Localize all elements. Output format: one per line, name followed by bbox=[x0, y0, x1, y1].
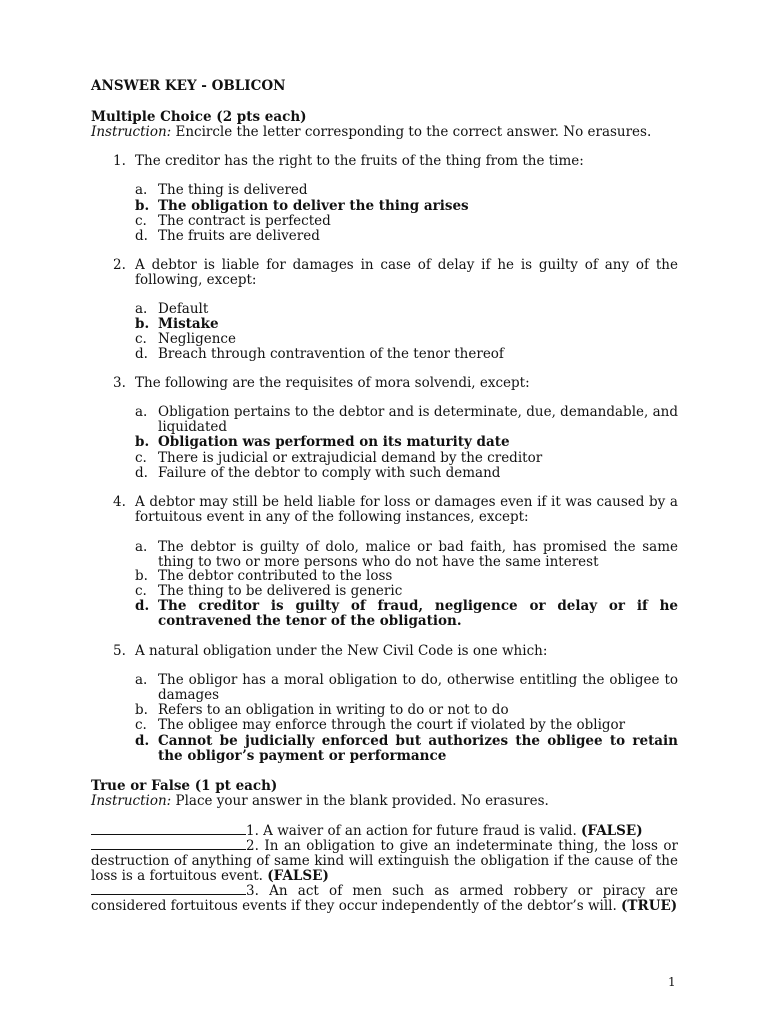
option-letter: b. bbox=[135, 434, 150, 450]
tf-item-3 bbox=[91, 883, 678, 914]
option-letter: a. bbox=[135, 539, 148, 555]
option-letter: c. bbox=[135, 331, 147, 347]
option-text: Obligation was performed on its maturity date bbox=[158, 434, 510, 450]
option-text: The creditor is guilty of fraud, negligence or delay or if he contravened the tenor of the obligation. bbox=[158, 598, 678, 629]
option-letter: c. bbox=[135, 213, 147, 229]
tf-item-text: 2. In an obligation to give an indeterminate thing, the loss or destruction of anything of same kind will extinguish the obligation if the cause of the loss is a fortuitous event. bbox=[91, 838, 678, 884]
tf-item-1 bbox=[91, 823, 678, 839]
option-letter: d. bbox=[135, 598, 150, 614]
tf-item-text: 3. An act of men such as armed robbery or piracy are considered fortuitous events if they occur independently of the debtor’s will. bbox=[91, 883, 678, 914]
option-letter: c. bbox=[135, 583, 147, 599]
option-text: The thing to be delivered is generic bbox=[158, 583, 403, 599]
option-letter: d. bbox=[135, 346, 148, 362]
tf-instruction-label: Instruction: bbox=[91, 793, 172, 809]
tf-item-text: 1. A waiver of an action for future fraud is valid. bbox=[246, 823, 582, 839]
question-text: The creditor has the right to the fruits of the thing from the time: bbox=[135, 153, 584, 169]
option-letter: b. bbox=[135, 198, 150, 214]
question-text: A debtor may still be held liable for loss or damages even if it was caused by a fortuitous event in any of the following instances, except: bbox=[135, 494, 678, 525]
option-text: The fruits are delivered bbox=[158, 228, 320, 244]
option-letter: b. bbox=[135, 568, 148, 584]
option-text: There is judicial or extrajudicial demand by the creditor bbox=[158, 450, 543, 466]
option-text: The debtor is guilty of dolo, malice or bad faith, has promised the same thing to two or more persons who do not have the same interest bbox=[158, 539, 678, 570]
option-letter: a. bbox=[135, 301, 148, 317]
question-number: 1. bbox=[113, 153, 126, 169]
option-text: The obligee may enforce through the court if violated by the obligor bbox=[158, 717, 626, 733]
option-text: Breach through contravention of the tenor thereof bbox=[158, 346, 504, 362]
option-text: Cannot be judicially enforced but authorizes the obligee to retain the obligor’s payment or performance bbox=[158, 733, 678, 764]
option-text: The obligation to deliver the thing arises bbox=[158, 198, 469, 214]
tf-answer: (FALSE) bbox=[267, 868, 329, 884]
question-text: A natural obligation under the New Civil Code is one which: bbox=[135, 643, 548, 659]
question-number: 3. bbox=[113, 375, 126, 391]
question-text: The following are the requisites of mora solvendi, except: bbox=[135, 375, 530, 391]
answer-blank[interactable] bbox=[91, 823, 246, 835]
option-letter: b. bbox=[135, 702, 148, 718]
option-text: Default bbox=[158, 301, 209, 317]
option-text: Obligation pertains to the debtor and is determinate, due, demandable, and liquidated bbox=[158, 404, 678, 435]
tf-answer: (TRUE) bbox=[621, 898, 678, 914]
option-letter: d. bbox=[135, 228, 148, 244]
page-title: ANSWER KEY - OBLICON bbox=[91, 78, 286, 94]
option-letter: d. bbox=[135, 465, 148, 481]
option-letter: a. bbox=[135, 672, 148, 688]
mc-instruction-text: Encircle the letter corresponding to the correct answer. No erasures. bbox=[171, 124, 652, 140]
tf-item-2 bbox=[91, 838, 678, 884]
option-letter: c. bbox=[135, 717, 147, 733]
option-letter: c. bbox=[135, 450, 147, 466]
option-letter: a. bbox=[135, 404, 148, 420]
option-text: The thing is delivered bbox=[158, 182, 308, 198]
question-number: 5. bbox=[113, 643, 126, 659]
option-letter: d. bbox=[135, 733, 150, 749]
answer-blank[interactable] bbox=[91, 883, 246, 895]
option-letter: a. bbox=[135, 182, 148, 198]
tf-instruction-text: Place your answer in the blank provided. No erasures. bbox=[171, 793, 549, 809]
tf-answer: (FALSE) bbox=[581, 823, 643, 839]
mc-instruction-label: Instruction: bbox=[91, 124, 172, 140]
option-text: The obligor has a moral obligation to do, otherwise entitling the obligee to damages bbox=[158, 672, 678, 703]
option-text: Negligence bbox=[158, 331, 236, 347]
option-text: Mistake bbox=[158, 316, 219, 332]
option-letter: b. bbox=[135, 316, 150, 332]
mc-instruction bbox=[91, 125, 678, 140]
page-number: 1 bbox=[668, 975, 676, 989]
answer-blank[interactable] bbox=[91, 838, 246, 850]
tf-instruction bbox=[91, 794, 678, 809]
question-number: 4. bbox=[113, 494, 126, 510]
question-text: A debtor is liable for damages in case of delay if he is guilty of any of the following, except: bbox=[135, 257, 678, 288]
option-text: Refers to an obligation in writing to do or not to do bbox=[158, 702, 509, 718]
option-text: The debtor contributed to the loss bbox=[158, 568, 393, 584]
mc-heading: Multiple Choice (2 pts each) bbox=[91, 109, 307, 125]
tf-heading: True or False (1 pt each) bbox=[91, 778, 278, 794]
question-number: 2. bbox=[113, 257, 126, 273]
option-text: Failure of the debtor to comply with such demand bbox=[158, 465, 501, 481]
option-text: The contract is perfected bbox=[158, 213, 331, 229]
